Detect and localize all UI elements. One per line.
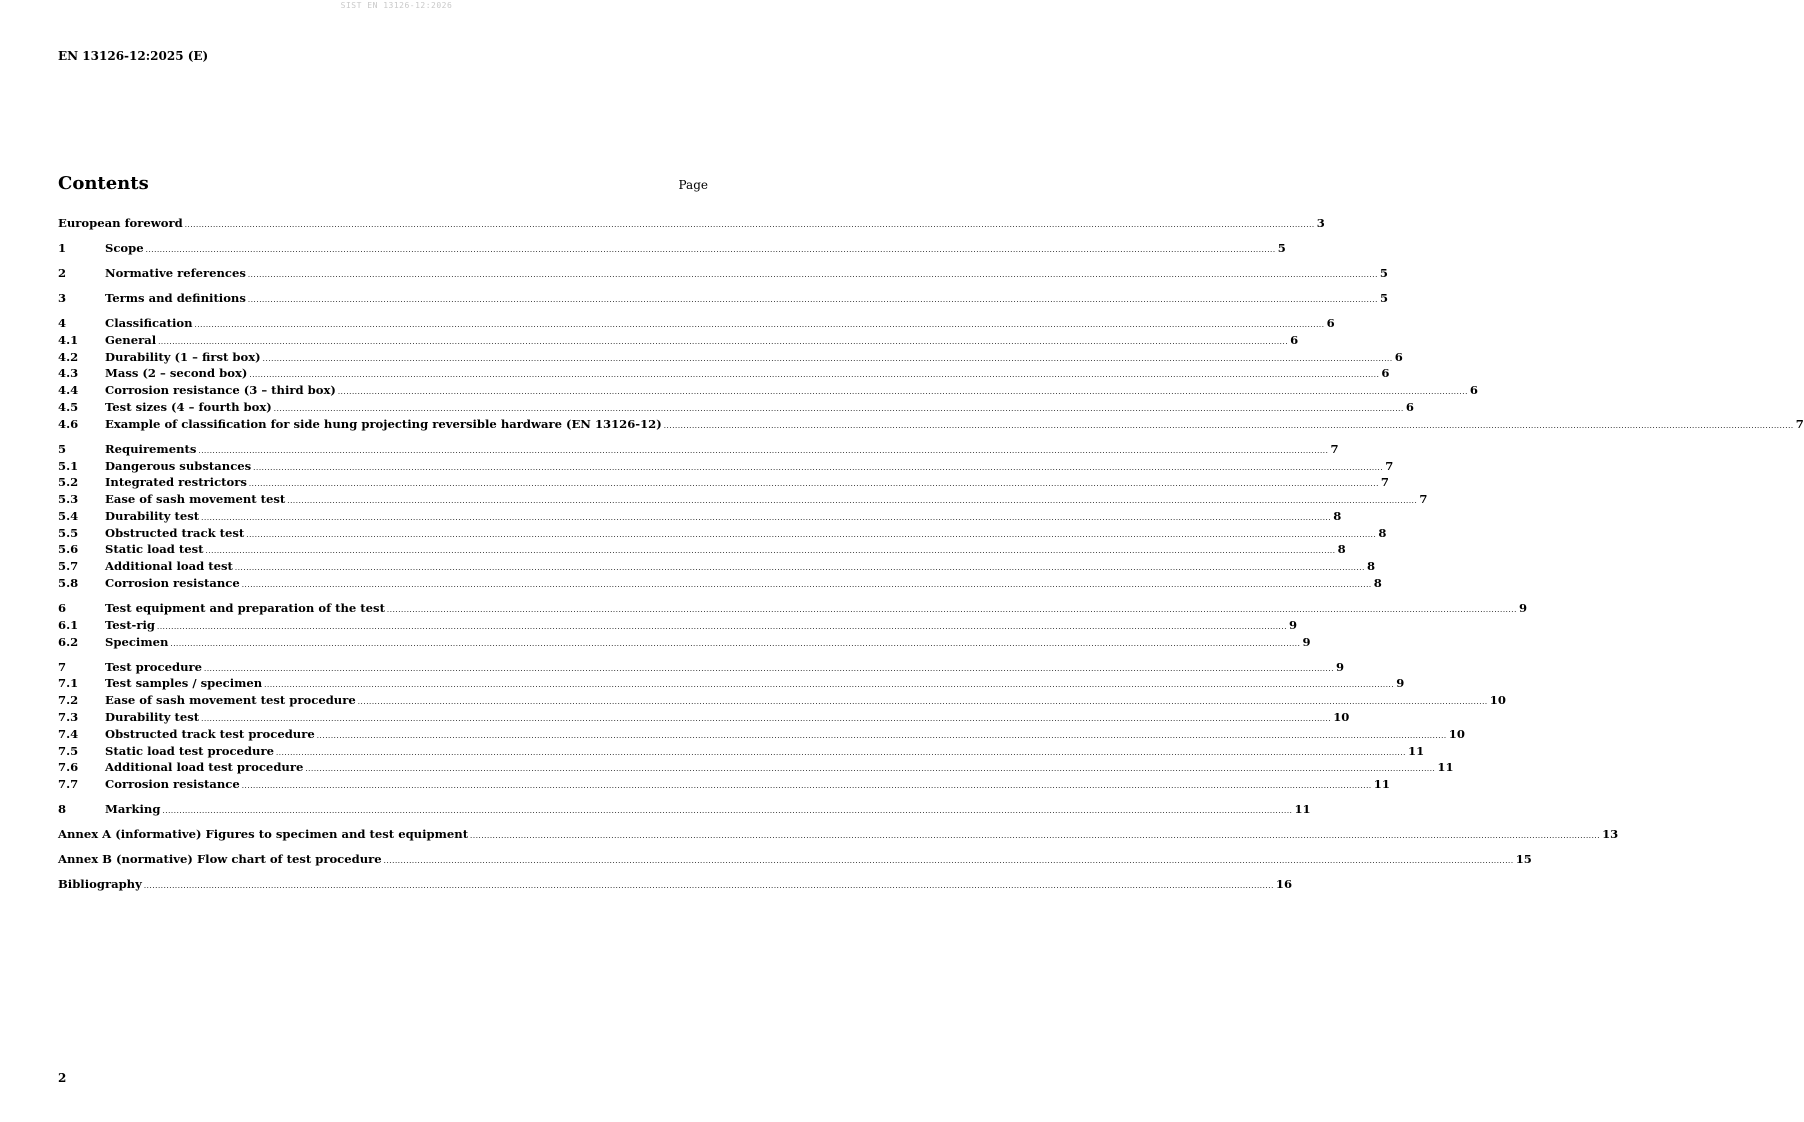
toc-dot-leader: ................................................................................................................................................................................................................................................................................................................................................................................................................ [205,547,1336,556]
toc-entry-page: 6 [1469,383,1478,398]
toc-entry-number: 5.7 [58,559,79,574]
toc-entry-number: 5.4 [58,508,79,523]
toc-entry-page: 7 [1330,441,1339,456]
toc-entry[interactable] [58,760,1454,777]
toc-entry-title: Obstructed track test [105,525,245,540]
toc-entry[interactable] [58,827,1619,844]
toc-dot-leader: ................................................................................................................................................................................................................................................................................................................................................................................................................ [287,497,1418,506]
toc-entry-number: 6 [58,601,67,616]
toc-entry[interactable] [58,676,1405,693]
toc-entry-title: Integrated restrictors [105,475,247,490]
toc-entry-title: Test-rig [105,617,155,632]
toc-dot-leader: ................................................................................................................................................................................................................................................................................................................................................................................................................ [201,513,1332,522]
toc-dot-leader: ................................................................................................................................................................................................................................................................................................................................................................................................................ [248,480,1379,489]
toc-dot-leader: ................................................................................................................................................................................................................................................................................................................................................................................................................ [275,748,1406,757]
toc-entry[interactable] [58,710,1350,727]
toc-entry-number: 7.1 [58,676,79,691]
toc-entry[interactable] [58,726,1465,744]
toc-entry-title: Scope [105,240,144,255]
toc-entry-number: 4.2 [58,349,79,364]
toc-entry[interactable] [58,475,1389,492]
toc-entry-page: 8 [1337,542,1346,557]
toc-entry[interactable] [58,315,1335,333]
toc-entry-number: 5.3 [58,492,79,507]
toc-dot-leader: ................................................................................................................................................................................................................................................................................................................................................................................................................ [253,463,1384,472]
toc-entry-number: 7.2 [58,693,79,708]
toc-entry-title: Specimen [105,634,169,649]
toc-entry[interactable] [58,877,1293,894]
toc-dot-leader: ................................................................................................................................................................................................................................................................................................................................................................................................................ [143,882,1274,891]
toc-entry-title: General [105,332,157,347]
toc-entry[interactable] [58,542,1346,559]
toc-entry[interactable] [58,693,1506,710]
toc-entry-number: 4.1 [58,332,79,347]
toc-dot-leader: ................................................................................................................................................................................................................................................................................................................................................................................................................ [337,388,1468,397]
toc-dot-leader: ................................................................................................................................................................................................................................................................................................................................................................................................................ [470,832,1601,841]
toc-entry[interactable] [58,441,1339,459]
toc-entry-title: Test procedure [105,659,202,674]
toc-entry-title: Annex A (informative) Figures to specimen and test equipment [58,827,469,842]
toc-dot-leader: ................................................................................................................................................................................................................................................................................................................................................................................................................ [204,664,1335,673]
toc-entry[interactable] [58,802,1311,819]
toc-entry-number: 7.6 [58,760,79,775]
toc-entry-title: European foreword [58,216,183,230]
toc-entry-page: 7 [1380,475,1389,490]
toc-entry-number: 6.1 [58,617,79,632]
toc-entry-number: 3 [58,290,67,305]
toc-entry-number: 4 [58,315,67,330]
toc-dot-leader: ................................................................................................................................................................................................................................................................................................................................................................................................................ [201,715,1332,724]
toc-entry-title: Additional load test [105,559,233,574]
toc-entry-title: Static load test procedure [105,743,274,758]
toc-entry-number: 1 [58,240,67,255]
toc-entry-title: Test sizes (4 – fourth box) [105,399,272,414]
toc-entry[interactable] [58,743,1425,761]
toc-entry-page: 9 [1396,676,1405,691]
toc-entry-page: 10 [1333,710,1350,725]
toc-entry-title: Ease of sash movement test procedure [105,693,356,708]
toc-dot-leader: ................................................................................................................................................................................................................................................................................................................................................................................................................ [247,295,1378,304]
toc-entry[interactable] [58,492,1428,509]
toc-dot-leader: ................................................................................................................................................................................................................................................................................................................................................................................................................ [145,245,1276,254]
document-id-header: EN 13126-12:2025 (E) [58,49,209,63]
toc-entry[interactable] [58,617,1298,635]
toc-entry-page: 8 [1378,525,1387,540]
toc-entry[interactable] [58,399,1414,417]
toc-entry-number: 7.5 [58,743,79,758]
toc-dot-leader: ................................................................................................................................................................................................................................................................................................................................................................................................................ [247,270,1378,279]
toc-entry[interactable] [58,349,1403,367]
toc-entry-title: Additional load test procedure [105,760,304,775]
toc-entry[interactable] [58,777,1390,794]
toc-entry-page: 3 [1316,216,1325,230]
toc-entry-number: 5.6 [58,542,79,557]
toc-entry-page: 6 [1381,366,1390,381]
toc-entry-title: Bibliography [58,877,142,892]
toc-entry-page: 16 [1275,877,1293,892]
toc-entry-page: 7 [1795,416,1804,431]
toc-entry-page: 7 [1419,492,1428,507]
toc-dot-leader: ................................................................................................................................................................................................................................................................................................................................................................................................................ [241,782,1372,791]
toc-entry-title: Durability test [105,508,200,523]
toc-entry-title: Corrosion resistance [105,576,240,591]
toc-entry-page: 6 [1405,399,1414,414]
toc-entry-title: Ease of sash movement test [105,492,286,507]
toc-entry-title: Test samples / specimen [105,676,263,691]
toc-dot-leader: ................................................................................................................................................................................................................................................................................................................................................................................................................ [264,681,1395,690]
toc-entry-page: 6 [1290,332,1299,347]
toc-entry[interactable] [58,576,1382,593]
toc-entry-number: 5.1 [58,458,79,473]
toc-entry[interactable] [58,216,1325,233]
toc-entry-title: Durability (1 – first box) [105,349,261,364]
page-number: 2 [58,1071,67,1085]
toc-entry-number: 4.3 [58,366,79,381]
toc-dot-leader: ................................................................................................................................................................................................................................................................................................................................................................................................................ [170,639,1301,648]
toc-entry[interactable] [58,383,1478,400]
toc-entry-title: Durability test [105,710,200,725]
toc-entry-page: 9 [1518,601,1528,616]
toc-dot-leader: ................................................................................................................................................................................................................................................................................................................................................................................................................ [194,320,1325,329]
toc-entry-title: Corrosion resistance (3 – third box) [105,383,336,398]
toc-entry[interactable] [58,634,1311,652]
toc-dot-leader: ................................................................................................................................................................................................................................................................................................................................................................................................................ [158,337,1289,346]
toc-entry-page: 11 [1437,760,1454,775]
toc-entry[interactable] [58,265,1388,283]
toc-entry-number: 4.6 [58,416,79,431]
toc-entry-number: 7 [58,659,67,674]
toc-entry-title: Normative references [105,265,246,280]
toc-entry[interactable] [58,240,1286,258]
toc-entry-title: Example of classification for side hung projecting reversible hardware (EN 13126-12) [105,416,662,431]
toc-dot-leader: ................................................................................................................................................................................................................................................................................................................................................................................................................ [157,622,1288,631]
toc-entry-title: Dangerous substances [105,458,252,473]
toc-entry-title: Static load test [105,542,204,557]
toc-entry-page: 5 [1379,265,1388,280]
toc-entry-number: 5 [58,441,67,456]
toc-dot-leader: ................................................................................................................................................................................................................................................................................................................................................................................................................ [184,221,1315,229]
toc-entry-page: 7 [1385,458,1394,473]
toc-entry-title: Test equipment and preparation of the test [105,601,385,616]
toc-entry[interactable] [58,559,1376,576]
toc-entry[interactable] [58,525,1387,543]
toc-entry-page: 8 [1333,508,1342,523]
toc-entry-page: 5 [1277,240,1286,255]
toc-dot-leader: ................................................................................................................................................................................................................................................................................................................................................................................................................ [316,731,1447,740]
toc-entry-page: 6 [1394,349,1403,364]
page-column-label: Page [678,178,708,192]
contents-title: Contents [58,173,149,194]
toc-dot-leader: ................................................................................................................................................................................................................................................................................................................................................................................................................ [198,446,1329,455]
toc-entry-page: 9 [1336,659,1345,674]
toc-entry[interactable] [58,416,1804,434]
toc-entry-page: 11 [1373,777,1390,792]
toc-entry-title: Terms and definitions [105,290,246,305]
toc-dot-leader: ................................................................................................................................................................................................................................................................................................................................................................................................................ [241,581,1372,590]
toc-entry-title: Obstructed track test procedure [105,726,315,741]
toc-entry[interactable] [58,332,1299,350]
toc-dot-leader: ................................................................................................................................................................................................................................................................................................................................................................................................................ [262,354,1393,363]
toc-entry-page: 15 [1515,852,1532,867]
toc-dot-leader: ................................................................................................................................................................................................................................................................................................................................................................................................................ [249,371,1380,380]
toc-entry-number: 5.8 [58,576,79,591]
toc-entry-page: 10 [1448,726,1465,741]
toc-dot-leader: ................................................................................................................................................................................................................................................................................................................................................................................................................ [357,698,1488,707]
toc-entry-number: 4.5 [58,399,79,414]
toc-dot-leader: ................................................................................................................................................................................................................................................................................................................................................................................................................ [246,530,1377,539]
toc-dot-leader: ................................................................................................................................................................................................................................................................................................................................................................................................................ [386,606,1517,615]
toc-entry-number: 5.5 [58,525,79,540]
toc-entry-number: 7.7 [58,777,79,792]
toc-dot-leader: ................................................................................................................................................................................................................................................................................................................................................................................................................ [383,857,1514,866]
toc-entry-title: Mass (2 – second box) [105,366,248,381]
toc-dot-leader: ................................................................................................................................................................................................................................................................................................................................................................................................................ [663,421,1794,430]
toc-entry[interactable] [58,366,1390,383]
toc-dot-leader: ................................................................................................................................................................................................................................................................................................................................................................................................................ [305,765,1436,774]
toc-entry-number: 5.2 [58,475,79,490]
toc-entry[interactable] [58,290,1389,308]
toc-entry-page: 8 [1366,559,1376,574]
toc-entry-number: 4.4 [58,383,79,398]
toc-entry-page: 8 [1373,576,1382,591]
toc-entry-number: 7.4 [58,726,79,741]
toc-entry-page: 9 [1289,617,1298,632]
toc-entry-page: 11 [1408,743,1425,758]
toc-entry[interactable] [58,458,1394,476]
toc-entry[interactable] [58,601,1528,618]
toc-entry-title: Corrosion resistance [105,777,240,792]
toc-entry-page: 10 [1489,693,1506,708]
toc-entry-title: Requirements [105,441,197,456]
toc-entry-page: 13 [1602,827,1619,842]
toc-entry-page: 9 [1302,634,1311,649]
toc-dot-leader: ................................................................................................................................................................................................................................................................................................................................................................................................................ [162,807,1293,816]
toc-entry-title: Marking [105,802,161,817]
table-of-contents [58,216,1804,894]
toc-entry-title: Classification [105,315,193,330]
toc-entry-number: 8 [58,802,67,817]
toc-entry-title: Annex B (normative) Flow chart of test procedure [58,852,382,867]
toc-entry-number: 2 [58,265,67,280]
toc-dot-leader: ................................................................................................................................................................................................................................................................................................................................................................................................................ [273,404,1404,413]
toc-entry[interactable] [58,508,1342,526]
toc-dot-leader: ................................................................................................................................................................................................................................................................................................................................................................................................................ [234,564,1365,573]
toc-entry-number: 6.2 [58,634,79,649]
toc-entry[interactable] [58,852,1532,869]
toc-entry-number: 7.3 [58,710,79,725]
watermark: SIST EN 13126-12:2026 [340,1,453,10]
toc-entry-page: 11 [1294,802,1311,817]
toc-entry-page: 5 [1379,290,1389,305]
toc-entry-page: 6 [1326,315,1335,330]
toc-entry[interactable] [58,659,1345,677]
